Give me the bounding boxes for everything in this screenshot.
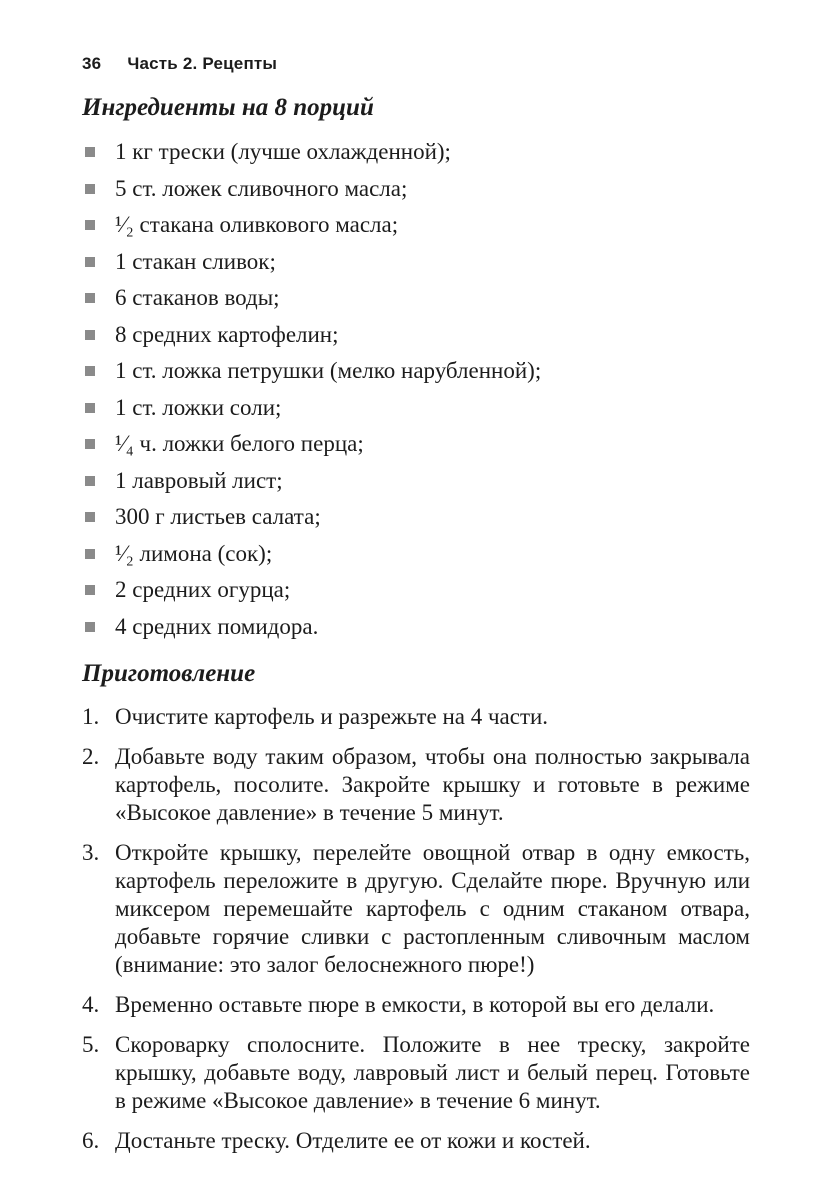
square-bullet-icon <box>85 622 95 632</box>
square-bullet-icon <box>85 330 95 340</box>
list-item <box>82 541 750 566</box>
square-bullet-icon <box>85 293 95 303</box>
list-item <box>82 285 750 310</box>
list-item <box>82 703 750 731</box>
step-number: 2. <box>82 743 100 769</box>
ingredient-text: ¹⁄₂ стакана оливкового масла; <box>115 212 399 237</box>
step-text: Очистите картофель и разрежьте на 4 части. <box>115 703 549 729</box>
running-head-title: Часть 2. Рецепты <box>127 54 278 73</box>
step-text: Достаньте треску. Отделите ее от кожи и костей. <box>115 1127 591 1153</box>
preparation-steps-list <box>82 703 750 1155</box>
ingredient-text: 4 средних помидора. <box>115 613 319 639</box>
ingredient-text: 1 кг трески (лучше охлажденной); <box>115 139 451 164</box>
list-item <box>82 139 750 164</box>
square-bullet-icon <box>85 512 95 522</box>
square-bullet-icon <box>85 549 95 559</box>
list-item <box>82 991 750 1019</box>
list-item <box>82 322 750 347</box>
list-item <box>82 395 750 420</box>
step-number: 3. <box>82 839 100 865</box>
ingredient-text: ¹⁄₄ ч. ложки белого перца; <box>115 431 364 456</box>
step-number: 5. <box>82 1031 100 1057</box>
ingredient-text: 1 ст. ложка петрушки (мелко нарубленной); <box>115 358 542 383</box>
page-number: 36 <box>82 54 102 73</box>
square-bullet-icon <box>85 439 95 449</box>
ingredient-text: 1 лавровый лист; <box>115 467 283 493</box>
step-number: 4. <box>82 991 100 1017</box>
list-item <box>82 468 750 493</box>
ingredient-text: 2 средних огурца; <box>115 577 291 602</box>
ingredient-text: 1 ст. ложки соли; <box>115 394 282 420</box>
list-item <box>82 358 750 383</box>
square-bullet-icon <box>85 403 95 413</box>
list-item <box>82 839 750 979</box>
list-item <box>82 577 750 602</box>
square-bullet-icon <box>85 476 95 486</box>
ingredient-text: 5 ст. ложек сливочного масла; <box>115 175 408 201</box>
list-item <box>82 1031 750 1115</box>
ingredients-heading: Ингредиенты на 8 порций <box>82 94 374 121</box>
list-item <box>82 431 750 456</box>
running-head <box>82 54 750 74</box>
ingredient-text: 8 средних картофелин; <box>115 321 339 347</box>
square-bullet-icon <box>85 257 95 267</box>
list-item <box>82 249 750 274</box>
list-item <box>82 212 750 237</box>
step-text: Скороварку сполосните. Положите в нее треску, закройте крышку, добавьте воду, лавровый лист и белый перец. Готовьте в режиме «Высокое давление» в течение 6 минут. <box>115 1031 750 1113</box>
step-number: 6. <box>82 1127 100 1153</box>
ingredients-list <box>82 139 750 639</box>
list-item <box>82 176 750 201</box>
square-bullet-icon <box>85 366 95 376</box>
step-text: Временно оставьте пюре в емкости, в которой вы его делали. <box>115 991 715 1017</box>
square-bullet-icon <box>85 585 95 595</box>
list-item <box>82 614 750 639</box>
list-item <box>82 743 750 827</box>
list-item <box>82 504 750 529</box>
list-item <box>82 1127 750 1155</box>
step-number: 1. <box>82 703 100 729</box>
ingredient-text: 6 стаканов воды; <box>115 285 280 310</box>
ingredient-text: 1 стакан сливок; <box>115 248 276 274</box>
ingredient-text: 300 г листьев салата; <box>115 504 321 529</box>
preparation-heading: Приготовление <box>82 659 256 687</box>
step-text: Добавьте воду таким образом, чтобы она полностью закрывала картофель, посолите. Закройте крышку и готовьте в режиме «Высокое давление» в течение 5 минут. <box>115 743 750 825</box>
step-text: Откройте крышку, перелейте овощной отвар в одну емкость, картофель переложите в другую. Сделайте пюре. Вручную или миксером перемешайте картофель с одним стаканом отвара, добавьте горячие сливки с растопленным сливочным маслом (внимание: это залог белоснежного пюре!) <box>115 839 750 977</box>
ingredient-text: ¹⁄₂ лимона (сок); <box>115 540 273 566</box>
square-bullet-icon <box>85 147 95 157</box>
square-bullet-icon <box>85 184 95 194</box>
square-bullet-icon <box>85 220 95 230</box>
